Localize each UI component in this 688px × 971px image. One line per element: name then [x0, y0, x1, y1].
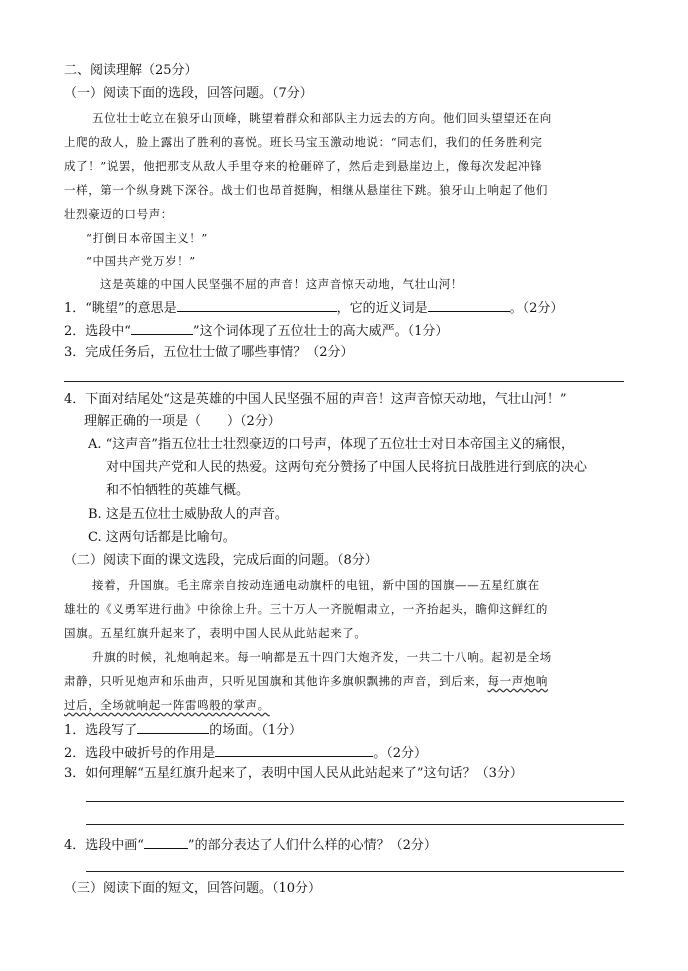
q1-text-b: ，它的近义词是 [336, 301, 428, 316]
p2-q1-answer-blank[interactable] [137, 720, 209, 734]
part3-heading: （三）阅读下面的短文，回答问题。（10分） [64, 881, 322, 896]
p2-q4-blank [144, 835, 188, 849]
q1-text-a: 1．“眺望”的意思是 [64, 301, 177, 316]
p1-question-4-line2: 理解正确的一项是（ ）（2分） [84, 414, 281, 429]
p2-question-2 [64, 743, 427, 763]
passage1-line6: 这是英雄的中国人民坚强不屈的声音！这声音惊天动地，气壮山河！ [100, 277, 463, 291]
p2-question-4 [64, 835, 437, 855]
option-a-line1: A. “这声音”指五位壮士壮烈豪迈的口号声，体现了五位壮士对日本帝国主义的痛恨， [88, 437, 574, 452]
wavy-underlined-text-1: 每一声炮响 [487, 674, 548, 688]
part1-heading: （一）阅读下面的选段，回答问题。（7分） [64, 86, 313, 101]
p2-q4-answer-line[interactable] [86, 871, 624, 872]
passage1-line3: 成了！”说罢，他把那支从敌人手里夺来的枪砸碎了，然后走到悬崖边上，像每次发起冲锋 [64, 159, 543, 173]
p2-q4-text-b: ”的部分表达了人们什么样的心情？（2分） [187, 838, 437, 853]
wavy-underlined-text-2: 过后，全场就响起一阵雷鸣般的掌声。 [64, 698, 270, 712]
passage1-line5: 壮烈豪迈的口号声： [64, 207, 173, 221]
p2-q2-text-a: 2．选段中破折号的作用是 [64, 746, 216, 761]
passage1-line1: 五位壮士屹立在狼牙山顶峰，眺望着群众和部队主力远去的方向。他们回头望望还在向 [92, 111, 552, 125]
slogan-2: “中国共产党万岁！” [86, 254, 196, 268]
p1-question-2 [64, 321, 448, 341]
p2-question-1 [64, 720, 302, 740]
p1-question-4-line1: 4．下面对结尾处“这是英雄的中国人民坚强不屈的声音！这声音惊天动地，气壮山河！” [64, 392, 567, 407]
part2-heading: （二）阅读下面的课文选段，完成后面的问题。（8分） [64, 553, 378, 568]
slogan-1: “打倒日本帝国主义！” [86, 231, 208, 245]
q2-text-b: ”这个词体现了五位壮士的高大威严。（1分） [192, 324, 449, 339]
passage2-line2: 雄壮的《义勇军进行曲》中徐徐上升。三十万人一齐脱帽肃立，一齐抬起头，瞻仰这鲜红的 [64, 602, 548, 616]
section-title: 二、阅读理解（25分） [64, 63, 198, 78]
p2-q2-answer-blank[interactable] [215, 743, 373, 757]
p2-q2-text-b: 。（2分） [373, 746, 428, 761]
passage2-line4: 升旗的时候，礼炮响起来。每一响都是五十四门大炮齐发，一共二十八响。起初是全场 [92, 650, 552, 664]
q1-answer-blank-1[interactable] [177, 298, 337, 312]
passage2-line6 [64, 696, 270, 714]
q3-answer-line[interactable] [64, 381, 624, 382]
p1-question-3: 3．完成任务后，五位壮士做了哪些事情？（2分） [64, 345, 354, 360]
q1-answer-blank-2[interactable] [428, 298, 510, 312]
passage2-line5-text: 肃静，只听见炮声和乐曲声，只听见国旗和其他许多旗帜飘拂的声音，到后来， [64, 674, 488, 688]
p2-q1-text-b: 的场面。（1分） [209, 723, 303, 738]
p1-question-1 [64, 298, 563, 318]
option-a-line3: 和不怕牺牲的英雄气概。 [106, 483, 250, 498]
p2-q4-text-a: 4．选段中画“ [64, 838, 144, 853]
p2-q3-answer-line-2[interactable] [86, 824, 624, 825]
passage2-line3: 国旗。五星红旗升起来了，表明中国人民从此站起来了。 [64, 626, 367, 640]
passage2-line5 [64, 672, 548, 690]
q2-text-a: 2．选段中“ [64, 324, 131, 339]
p2-question-3: 3．如何理解“五星红旗升起来了，表明中国人民从此站起来了”这句话？（3分） [64, 766, 523, 781]
option-c: C. 这两句话都是比喻句。 [88, 530, 236, 545]
p2-q3-answer-line-1[interactable] [86, 801, 624, 802]
q2-answer-blank[interactable] [131, 321, 193, 335]
option-b: B. 这是五位壮士威胁敌人的声音。 [88, 507, 288, 522]
p2-q1-text-a: 1．选段写了 [64, 723, 138, 738]
q1-text-c: 。（2分） [509, 301, 564, 316]
option-a-line2: 对中国共产党和人民的热爱。这两句充分赞扬了中国人民将抗日战胜进行到底的决心 [106, 460, 588, 475]
passage1-line4: 一样，第一个纵身跳下深谷。战士们也昂首挺胸，相继从悬崖往下跳。狼牙山上响起了他们 [64, 183, 548, 197]
passage1-line2: 上爬的敌人，脸上露出了胜利的喜悦。班长马宝玉激动地说：“同志们，我们的任务胜利完 [64, 135, 543, 149]
passage2-line1: 接着，升国旗。毛主席亲自按动连通电动旗杆的电钮，新中国的国旗——五星红旗在 [92, 578, 540, 592]
